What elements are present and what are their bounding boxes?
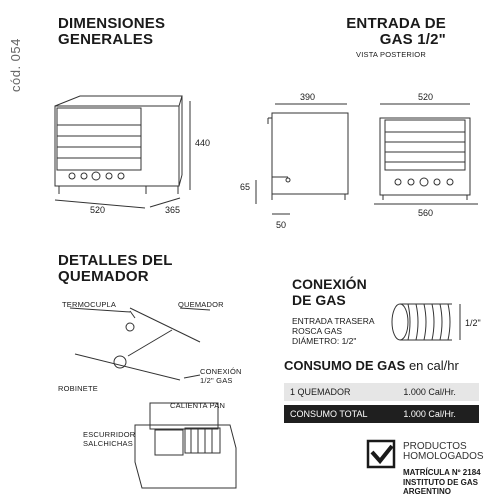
consumption-title xyxy=(284,358,459,373)
consumption-title-bold: CONSUMO DE GAS xyxy=(284,358,406,373)
rear-view-drawing xyxy=(374,104,478,204)
dimensions-title: DIMENSIONES GENERALES xyxy=(58,15,166,48)
homologation-check-icon xyxy=(368,441,394,467)
product-code: cód. 054 xyxy=(8,38,23,92)
burner-title: DETALLES DEL QUEMADOR xyxy=(58,252,173,285)
gas-hose-drawing xyxy=(392,304,460,340)
gas-connection-title: CONEXIÓN DE GAS xyxy=(292,276,367,308)
dim-side-offset: 50 xyxy=(276,220,287,230)
warmer-drawing xyxy=(135,403,236,488)
row-value: 1.000 Cal/Hr. xyxy=(403,387,456,397)
row-label: 1 QUEMADOR xyxy=(290,387,351,397)
general-machine-drawing xyxy=(55,96,190,208)
gas-inlet-subtitle: VISTA POSTERIOR xyxy=(356,50,426,59)
side-view-drawing xyxy=(256,104,348,214)
gas-connection-description: ENTRADA TRASERA ROSCA GAS DIÁMETRO: 1/2" xyxy=(292,316,375,346)
gas-connection-size: 1/2" xyxy=(465,318,481,328)
label-calienta-pan: CALIENTA PAN xyxy=(170,401,226,410)
homologation-title: PRODUCTOS HOMOLOGADOS xyxy=(403,441,484,462)
dim-side-height: 65 xyxy=(240,182,251,192)
label-robinete: ROBINETE xyxy=(58,384,98,393)
dim-rear-top-width: 520 xyxy=(418,92,434,102)
gas-inlet-title: ENTRADA DE GAS 1/2" xyxy=(346,15,446,48)
label-conexion: CONEXIÓN 1/2" GAS xyxy=(200,367,242,385)
burner-drawing xyxy=(70,308,210,380)
dim-width: 520 xyxy=(90,205,106,215)
dim-rear-bottom-width: 560 xyxy=(418,208,434,218)
row-label: CONSUMO TOTAL xyxy=(290,409,368,419)
homologation-institute: INSTITUTO DE GAS ARGENTINO xyxy=(403,478,478,496)
dim-height: 440 xyxy=(195,138,211,148)
row-value: 1.000 Cal/Hr. xyxy=(403,409,456,419)
dim-side-width: 390 xyxy=(300,92,316,102)
dim-depth: 365 xyxy=(165,205,181,215)
label-escurridor: ESCURRIDOR SALCHICHAS xyxy=(83,430,136,448)
table-row xyxy=(284,405,479,423)
label-termocupla: TERMOCUPLA xyxy=(62,300,117,309)
homologation-registration: MATRÍCULA Nº 2184 xyxy=(403,468,481,477)
label-quemador: QUEMADOR xyxy=(178,300,224,309)
table-row xyxy=(284,383,479,401)
consumption-table xyxy=(284,383,479,423)
consumption-title-unit: en cal/hr xyxy=(405,358,459,373)
